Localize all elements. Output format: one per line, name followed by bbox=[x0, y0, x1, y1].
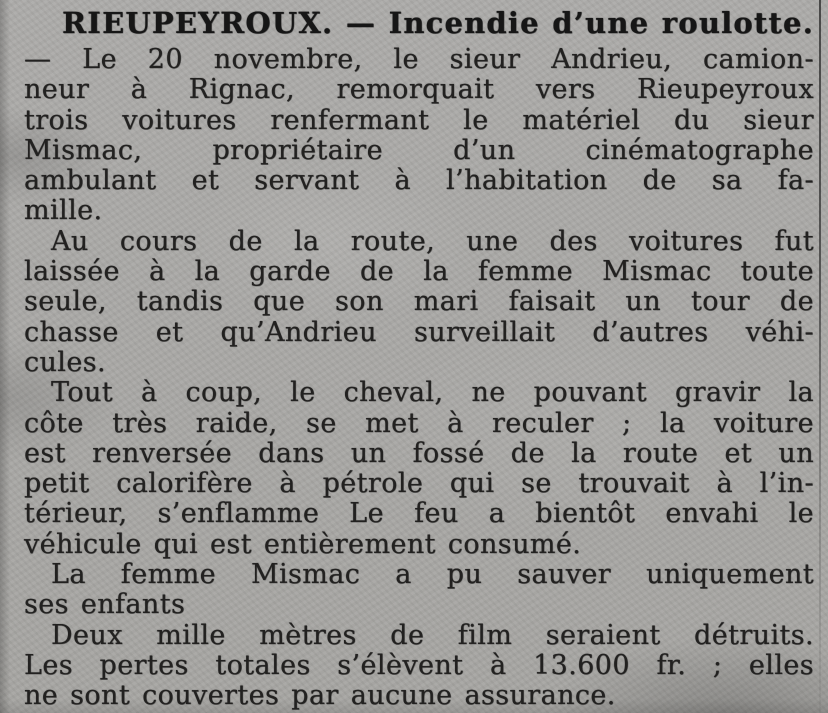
text-line: Tout à coup, le cheval, ne pouvant gravir la bbox=[51, 377, 814, 409]
column-rule-line bbox=[819, 0, 821, 713]
text-line: est renversée dans un fossé de la route et un bbox=[24, 437, 814, 469]
text-line: petit calorifère à pétrole qui se trouvait à l’in- bbox=[24, 468, 814, 500]
text-line: ambulant et servant à l’habitation de sa fa- bbox=[24, 165, 814, 197]
paragraph bbox=[24, 227, 814, 378]
text-line: côte très raide, se met à reculer ; la voiture bbox=[24, 407, 814, 439]
article-body bbox=[24, 45, 814, 712]
article-title: RIEUPEYROUX. — Incendie d’une roulotte. bbox=[62, 6, 814, 40]
paragraph bbox=[24, 621, 814, 712]
text-line: La femme Mismac a pu sauver uniquement bbox=[51, 559, 814, 591]
text-line: ses enfants bbox=[24, 589, 186, 621]
text-line: chasse et qu’Andrieu surveillait d’autres véhi- bbox=[24, 316, 814, 348]
text-line: Mismac, propriétaire d’un cinématographe bbox=[24, 134, 814, 166]
paragraph bbox=[24, 378, 814, 560]
text-line: neur à Rignac, remorquait vers Rieupeyroux bbox=[24, 74, 814, 106]
text-line: térieur, s’enflamme Le feu a bientôt envahi le bbox=[24, 498, 814, 530]
text-line: seule, tandis que son mari faisait un tour de bbox=[24, 286, 814, 318]
text-line: mille. bbox=[24, 195, 103, 227]
text-line: Deux mille mètres de film seraient détruits. bbox=[51, 619, 814, 651]
paragraph bbox=[24, 45, 814, 227]
text-line: trois voitures renfermant le matériel du sieur bbox=[24, 104, 814, 136]
text-line: véhicule qui est entièrement consumé. bbox=[24, 528, 582, 560]
text-line: — Le 20 novembre, le sieur Andrieu, camion- bbox=[24, 44, 814, 75]
text-line: ne sont couvertes par aucune assurance. bbox=[24, 680, 616, 712]
text-line: Les pertes totales s’élèvent à 13.600 fr. ; elles bbox=[24, 649, 814, 681]
text-line: Au cours de la route, une des voitures fut bbox=[51, 225, 814, 257]
text-line: laissée à la garde de la femme Mismac toute bbox=[24, 256, 814, 288]
text-line: cules. bbox=[24, 346, 106, 378]
paragraph bbox=[24, 560, 814, 621]
